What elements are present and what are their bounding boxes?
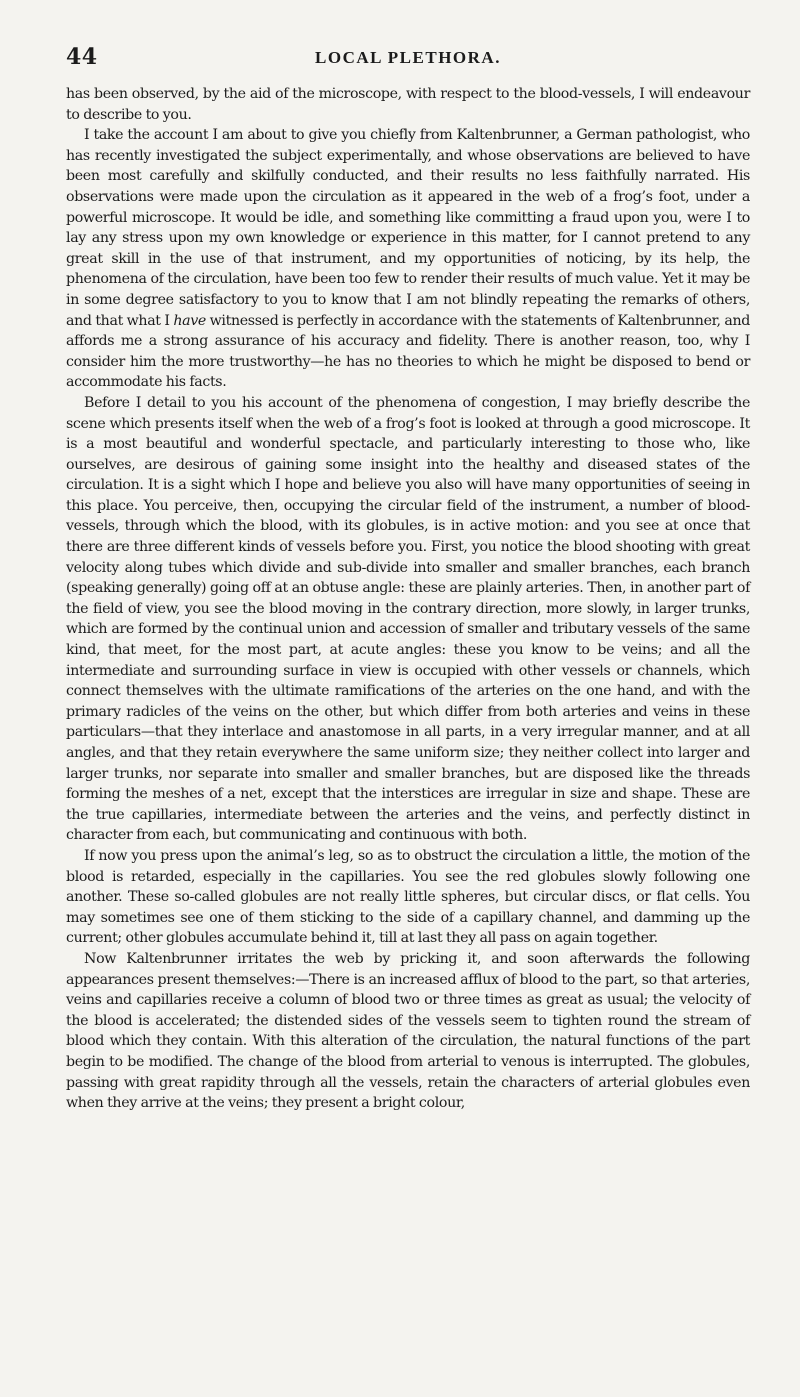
emphasized-word: have: [173, 312, 206, 329]
paragraph: Before I detail to you his account of the phenomena of congestion, I may briefly describe the scene which presents itself when the web of a frog’s foot is looked at through a good microscope. It is a most beautiful and wonderful spectacle, and particularly interesting to those who, like ourselves, are desirous of gaining some insight into the healthy and diseased states of the circulation. It is a sight which I hope and believe you also will have many opportunities of seeing in this place. You perceive, then, occupying the circular field of the instrument, a number of blood-vessels, through which the blood, with its globules, is in active motion: and you see at once that there are three different kinds of vessels before you. First, you notice the blood shooting with great velocity along tubes which divide and sub-divide into smaller and smaller branches, each branch (speaking generally) going off at an obtuse angle: these are plainly arteries. Then, in another part of the field of view, you see the blood moving in the contrary direction, more slowly, in larger trunks, which are formed by the continual union and accession of smaller and tributary vessels of the same kind, that meet, for the most part, at acute angles: these you know to be veins; and all the intermediate and surrounding surface in view is occupied with other vessels or channels, which connect themselves with the ultimate ramifications of the arteries on the one hand, and with the primary radicles of the veins on the other, but which differ from both arteries and veins in these particulars—that they interlace and anastomose in all parts, in a very irregular manner, and at all angles, and that they retain everywhere the same uniform size; they neither collect into larger and larger trunks, nor separate into smaller and smaller branches, but are disposed like the threads forming the meshes of a net, except that the interstices are irregular in size and shape. These are the true capillaries, intermediate between the arteries and the veins, and perfectly distinct in character from each, but communicating and continuous with both.: [66, 394, 750, 844]
paragraph: If now you press upon the animal’s leg, so as to obstruct the circulation a little, the motion of the blood is retarded, especially in the capillaries. You see the red globules slowly following one another. These so-called globules are not really little spheres, but circular discs, or flat cells. You may sometimes see one of them sticking to the side of a capillary channel, and damming up the current; other globules accumulate behind it, till at last they all pass on again together.: [66, 847, 750, 947]
paragraph-continuation: has been observed, by the aid of the microscope, with respect to the blood-vessels, I will endeavour to describe to you.: [66, 86, 750, 123]
paragraph: Now Kaltenbrunner irritates the web by pricking it, and soon afterwards the following appearances present themselves:—There is an increased afflux of blood to the part, so that arteries, veins and capillaries receive a column of blood two or three times as great as usual; the velocity of the blood is accelerated; the distended sides of the vessels seem to tighten round the stream of blood which they contain. With this alteration of the circulation, the natural functions of the part begin to be modified. The change of the blood from arterial to venous is interrupted. The globules, passing with great rapidity through all the vessels, retain the characters of arterial globules even when they arrive at the veins; they present a bright colour,: [66, 950, 750, 1112]
header-title: LOCAL PLETHORA.: [315, 48, 501, 67]
running-header: [66, 44, 750, 70]
body-text: [66, 84, 750, 1114]
paragraph: I take the account I am about to give you chiefly from Kaltenbrunner, a German pathologist, who has recently investigated the subject experimentally, and whose observations are believed to have been most carefully and skilfully conducted, and their results no less faithfully narrated. His observations were made upon the circulation as it appeared in the web of a frog’s foot, under a powerful microscope. It would be idle, and something like committing a fraud upon you, were I to lay any stress upon my own knowledge or experience in this matter, for I cannot pretend to any great skill in the use of that instrument, and my opportunities of noticing, by its help, the phenomena of the circulation, have been too few to render their results of much value. Yet it may be in some degree satisfactory to you to know that I am not blindly repeating the remarks of others, and that what I have witnessed is perfectly in accordance with the statements of Kaltenbrunner, and affords me a strong assurance of his accuracy and fidelity. There is another reason, too, why I consider him the more trustworthy—he has no theories to which he might be disposed to bend or accommodate his facts.: [66, 127, 750, 391]
page-number: 44: [66, 44, 98, 70]
